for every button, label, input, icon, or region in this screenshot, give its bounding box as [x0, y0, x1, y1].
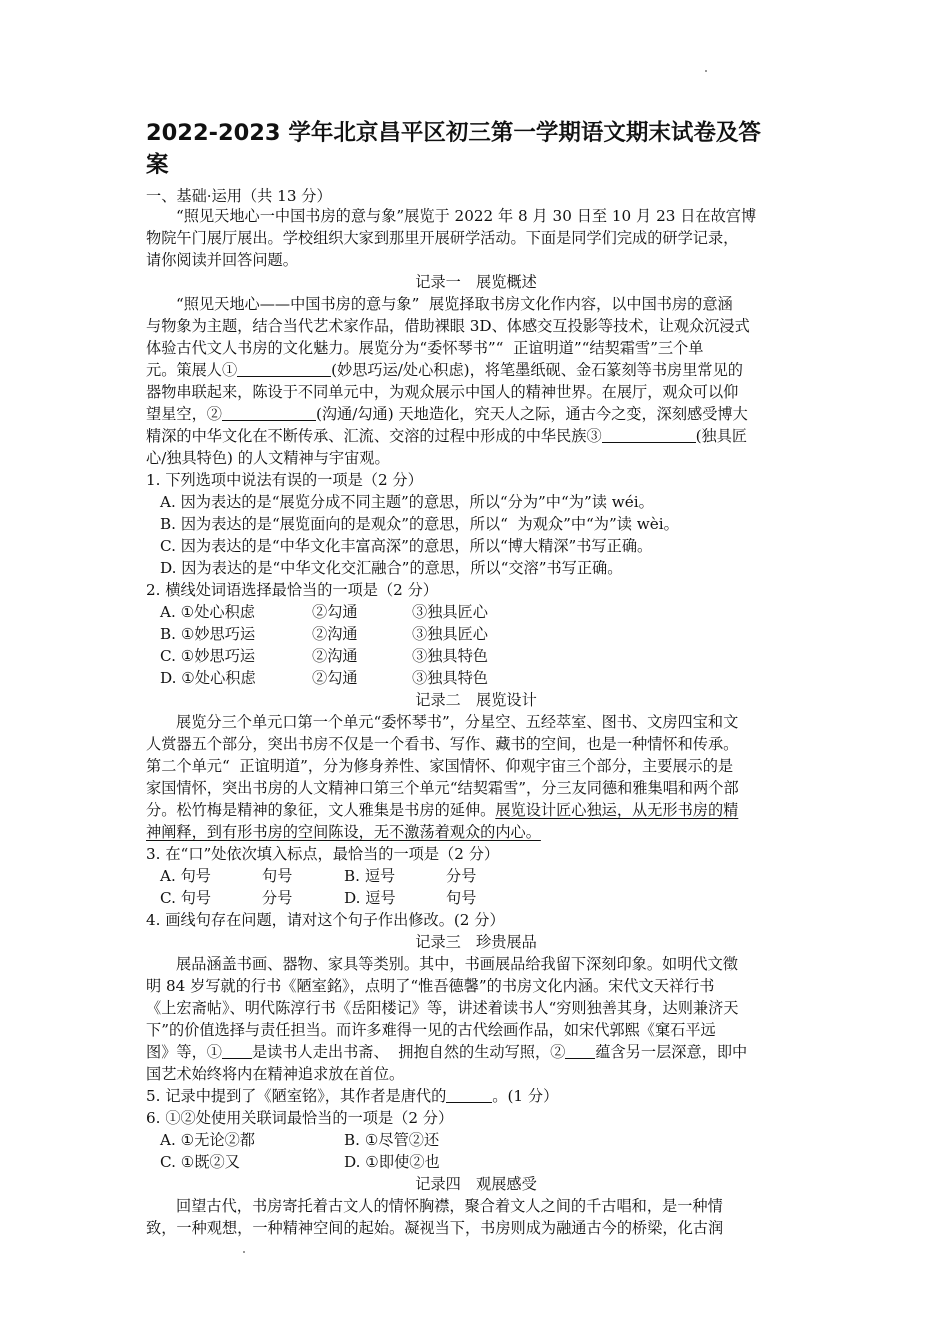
question-6-options-row — [160, 1130, 439, 1150]
record4-line: 回望古代，书房寄托着古文人的情怀胸襟，聚合着文人之间的千古唱和，是一种情 — [176, 1197, 723, 1215]
intro-line: “照见天地心一中国书房的意与象”展览于 2022 年 8 月 30 日至 10 月 23 日在故宫博 — [176, 207, 757, 225]
question-2-option-b — [160, 624, 488, 644]
underlined-sentence: 神阐释，到有形书房的空间陈设，无不激荡着观众的内心。 — [146, 823, 541, 841]
question-5-text: 。(1 分） — [492, 1087, 559, 1105]
answer-blank-1 — [237, 361, 331, 377]
question-6-options-row — [160, 1152, 440, 1172]
record2-line: 人赏器五个部分，突出书房不仅是一个看书、写作、藏书的空间，也是一种情怀和传承。 — [146, 735, 739, 753]
record3-title: 记录三 珍贵展品 — [415, 933, 537, 951]
option-word: A. ①处心积虑 — [160, 603, 255, 621]
document-title-line1: 2022-2023 学年北京昌平区初三第一学期语文期末试卷及答 — [146, 120, 761, 146]
question-2-option-a — [160, 602, 488, 622]
section-heading: 一、基础·运用（共 13 分） — [146, 187, 332, 205]
question-5-stem — [146, 1086, 558, 1106]
option-word: ②勾通 — [312, 669, 358, 687]
record2-line: 展览分三个单元口第一个单元“委怀琴书”，分星空、五经萃室、图书、文房四宝和文 — [176, 713, 739, 731]
answer-blank-2 — [222, 405, 316, 421]
answer-blank-2 — [565, 1043, 595, 1059]
record1-line — [146, 404, 748, 424]
answer-blank-3 — [602, 427, 696, 443]
record3-text: 图》等，① — [146, 1043, 222, 1061]
scan-speck — [243, 1251, 245, 1253]
option-word: ③独具匠心 — [412, 603, 488, 621]
option-word: A. 句号 — [160, 867, 211, 885]
scan-speck — [705, 70, 707, 72]
record3-line: 国艺术始终将内在精神追求放在首位。 — [146, 1065, 405, 1083]
question-1-option-d: D. 因为表达的是“中华文化交汇融合”的意思，所以“交溶”书写正确。 — [160, 559, 623, 577]
record1-line: “照见天地心——中国书房的意与象” 展览择取书房文化作内容，以中国书房的意涵 — [176, 295, 733, 313]
document-title-line2: 案 — [146, 152, 169, 178]
record3-text: 蕴含另一层深意，即中 — [595, 1043, 748, 1061]
question-6-stem: 6. ①②处使用关联词最恰当的一项是（2 分） — [146, 1109, 454, 1127]
underlined-sentence: 展览设计匠心独运，从无形书房的精 — [495, 801, 739, 819]
record4-title: 记录四 观展感受 — [415, 1175, 537, 1193]
answer-blank — [446, 1087, 492, 1103]
record2-text: 分。松竹梅是精神的象征，文人雅集是书房的延伸。 — [146, 801, 496, 819]
answer-blank-1 — [222, 1043, 252, 1059]
question-2-stem: 2. 横线处词语选择最恰当的一项是（2 分） — [146, 581, 438, 599]
option-word: C. 句号 — [160, 889, 212, 907]
question-4-stem: 4. 画线句存在问题，请对这个句子作出修改。(2 分） — [146, 911, 505, 929]
question-1-option-c: C. 因为表达的是“中华文化丰富高深”的意思，所以“博大精深”书写正确。 — [160, 537, 653, 555]
record2-line: 家国情怀，突出书房的人文精神口第三个单元“结契霜雪”，分三友同德和雅集唱和两个部 — [146, 779, 739, 797]
option-word: ③独具特色 — [412, 669, 488, 687]
record1-text: 元。策展人① — [146, 361, 238, 379]
record1-line — [146, 360, 743, 380]
option-word: 句号 — [262, 867, 293, 885]
question-6-option-b: B. ①尽管②还 — [344, 1131, 440, 1149]
option-word: D. ①处心积虑 — [160, 669, 256, 687]
record1-text: (沟通/勾通) 天地造化，究天人之际，通古今之变，深刻感受博大 — [315, 405, 748, 423]
option-word: ③独具特色 — [412, 647, 488, 665]
record4-line: 致，一种观想，一种精神空间的起始。凝视当下，书房则成为融通古今的桥梁，化古润 — [146, 1219, 724, 1237]
question-5-text: 5. 记录中提到了《陋室铭》，其作者是唐代的 — [146, 1087, 447, 1105]
question-1-option-b: B. 因为表达的是“展览面向的是观众”的意思，所以“ 为观众”中“为”读 wèi。 — [160, 515, 679, 533]
record3-text: 是读书人走出书斋、 拥抱自然的生动写照，② — [251, 1043, 566, 1061]
question-6-option-d: D. ①即使②也 — [344, 1153, 440, 1171]
record1-line: 与物象为主题，结合当代艺术家作品，借助裸眼 3D、体感交互投影等技术，让观众沉浸式 — [146, 317, 750, 335]
record3-line: 展品涵盖书画、器物、家具等类别。其中，书画展品给我留下深刻印象。如明代文徵 — [176, 955, 738, 973]
option-word: 分号 — [446, 867, 477, 885]
record3-line — [146, 1042, 747, 1062]
record1-text: 精深的中华文化在不断传承、汇流、交溶的过程中形成的中华民族③ — [146, 427, 602, 445]
question-6-option-a: A. ①无论②都 — [160, 1131, 255, 1149]
option-word: B. ①妙思巧运 — [160, 625, 256, 643]
question-3-options-row — [160, 866, 476, 886]
intro-line: 物院午门展厅展出。学校组织大家到那里开展研学活动。下面是同学们完成的研学记录， — [146, 229, 739, 247]
record2-line: 第二个单元“ 正谊明道”，分为修身养性、家国情怀、仰观宇宙三个部分，主要展示的是 — [146, 757, 734, 775]
question-3-options-row — [160, 888, 476, 908]
record1-line: 器物串联起来，陈设于不同单元中，为观众展示中国人的精神世界。在展厅，观众可以仰 — [146, 383, 739, 401]
question-1-stem: 1. 下列选项中说法有误的一项是（2 分） — [146, 471, 423, 489]
question-2-option-d — [160, 668, 488, 688]
option-word: ②沟通 — [312, 625, 358, 643]
option-word: C. ①妙思巧运 — [160, 647, 256, 665]
option-word: B. 逗号 — [344, 867, 396, 885]
question-2-option-c — [160, 646, 488, 666]
record1-text: (妙思巧运/处心积虑)，将笔墨纸砚、金石篆刻等书房里常见的 — [331, 361, 743, 379]
question-3-stem: 3. 在“口”处依次填入标点，最恰当的一项是（2 分） — [146, 845, 500, 863]
option-word: ②勾通 — [312, 603, 358, 621]
record1-text: (独具匠 — [695, 427, 748, 445]
record1-line — [146, 426, 747, 446]
record1-text: 望星空，② — [146, 405, 222, 423]
record1-line: 心/独具特色) 的人文精神与宇宙观。 — [146, 449, 390, 467]
question-1-option-a: A. 因为表达的是“展览分成不同主题”的意思，所以“分为”中“为”读 wéi。 — [160, 493, 654, 511]
option-word: 分号 — [262, 889, 293, 907]
intro-line: 请你阅读并回答问题。 — [146, 251, 298, 269]
question-6-option-c: C. ①既②又 — [160, 1153, 240, 1171]
record2-line — [146, 800, 738, 820]
record3-line: 《上宏斋帖》、明代陈淳行书《岳阳楼记》等，讲述着读书人“穷则独善其身，达则兼济天 — [146, 999, 739, 1017]
record3-line: 下”的价值选择与责任担当。而许多难得一见的古代绘画作品，如宋代郭熙《窠石平远 — [146, 1021, 716, 1039]
record3-line: 明 84 岁写就的行书《陋室銘》，点明了“惟吾德馨”的书房文化内涵。宋代文天祥行书 — [146, 977, 715, 995]
option-word: ②沟通 — [312, 647, 358, 665]
record1-line: 体验古代文人书房的文化魅力。展览分为“委怀琴书”“ 正谊明道”“结契霜雪”三个单 — [146, 339, 704, 357]
option-word: 句号 — [446, 889, 477, 907]
record2-title: 记录二 展览设计 — [415, 691, 537, 709]
record1-title: 记录一 展览概述 — [415, 273, 537, 291]
option-word: ③独具匠心 — [412, 625, 488, 643]
option-word: D. 逗号 — [344, 889, 396, 907]
